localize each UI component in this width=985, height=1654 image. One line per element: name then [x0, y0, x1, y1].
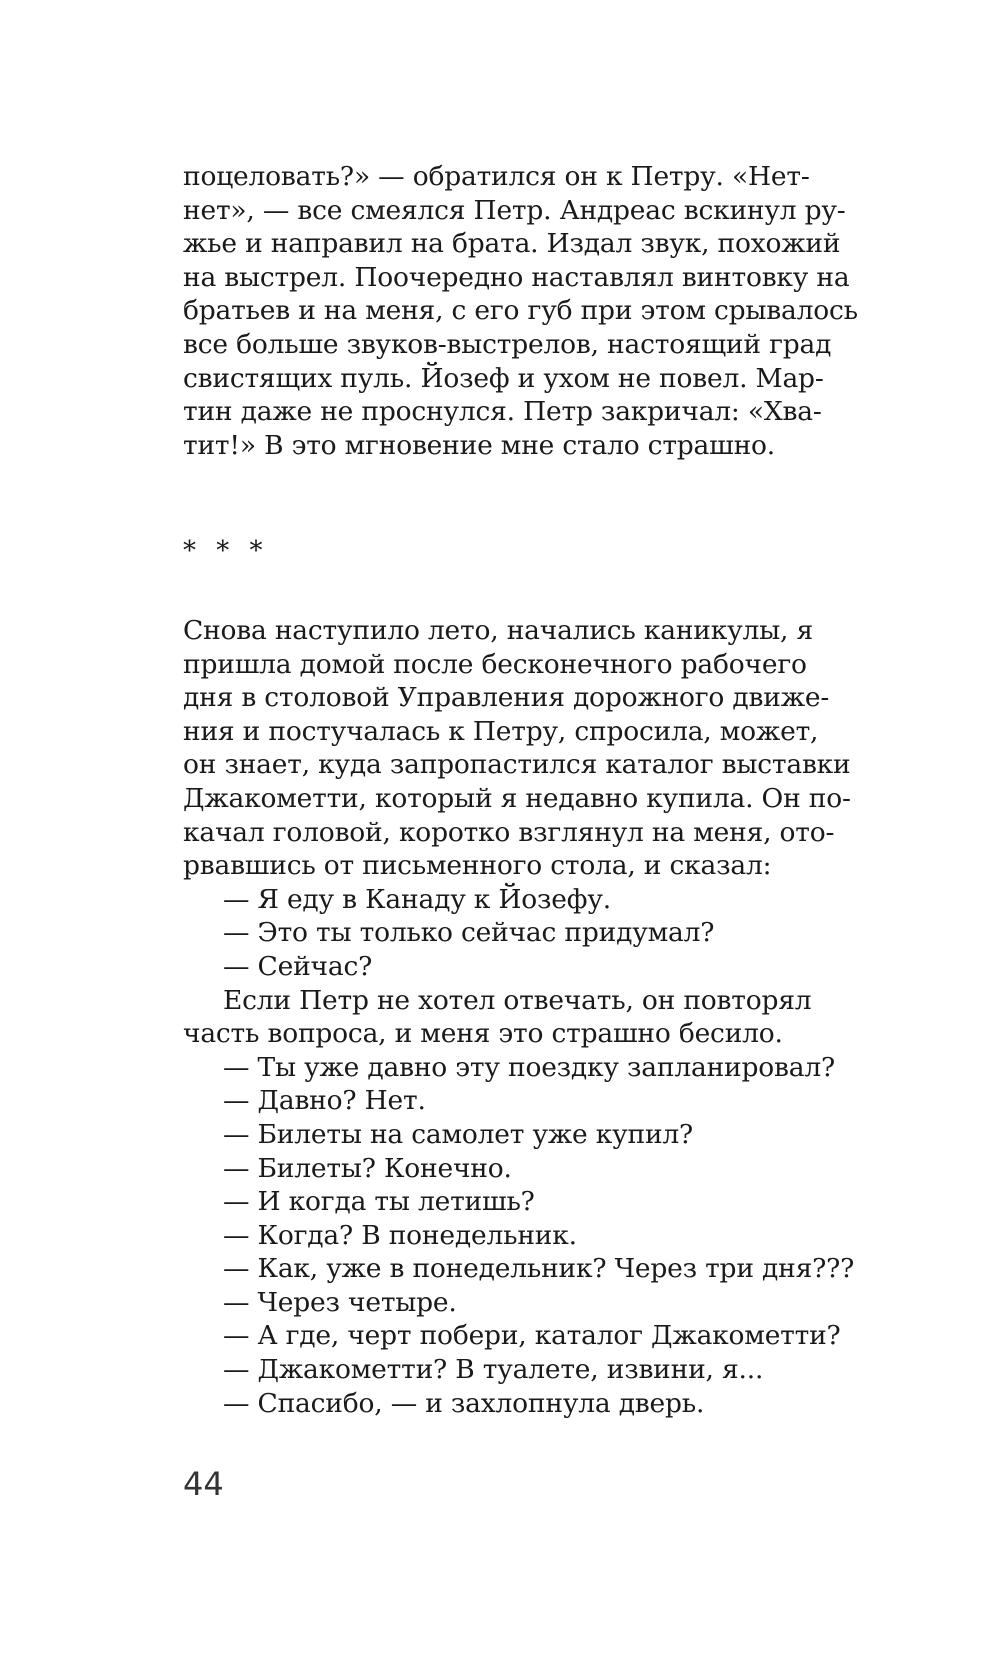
text-line: часть вопроса, и меня это страшно бесило. [183, 1018, 783, 1050]
text-line: пришла домой после бесконечного рабочего [183, 648, 807, 680]
text-line: он знает, куда запропастился каталог выставки [183, 749, 851, 781]
section-divider: * * * [183, 536, 269, 566]
dialogue-line: — Через четыре. [223, 1286, 457, 1318]
dialogue-line: — Джакометти? В туалете, извини, я... [223, 1354, 764, 1386]
text-line: Если Петр не хотел отвечать, он повторял [223, 984, 812, 1016]
dialogue-line: — Когда? В понедельник. [223, 1219, 577, 1251]
dialogue-line: — Ты уже давно эту поездку запланировал? [223, 1051, 835, 1083]
dialogue-line: — Как, уже в понедельник? Через три дня??? [223, 1253, 855, 1285]
page-number: 44 [183, 1465, 224, 1503]
paragraph-2 [183, 614, 855, 1420]
dialogue-line: — Спасибо, — и захлопнула дверь. [223, 1387, 705, 1419]
dialogue-line: — А где, черт побери, каталог Джакометти? [223, 1320, 841, 1352]
text-line: ния и постучалась к Петру, спросила, может, [183, 715, 819, 747]
dialogue-line: — Сейчас? [223, 950, 373, 982]
text-line: качал головой, коротко взглянул на меня, ото- [183, 816, 835, 848]
dialogue-line: — Я еду в Канаду к Йозефу. [223, 883, 611, 915]
text-line: все больше звуков-выстрелов, настоящий град [183, 328, 832, 360]
text-line: жье и направил на брата. Издал звук, похожий [183, 228, 841, 260]
text-line: поцеловать?» — обратился он к Петру. «Нет- [183, 161, 810, 192]
text-line: тит!» В это мгновение мне стало страшно. [183, 429, 776, 461]
dialogue-line: — Давно? Нет. [223, 1085, 426, 1117]
text-line: Снова наступило лето, начались каникулы, я [183, 615, 814, 646]
text-line: Джакометти, который я недавно купила. Он по- [183, 782, 851, 814]
dialogue-line: — И когда ты летишь? [223, 1186, 535, 1218]
text-line: братьев и на меня, с его губ при этом срывалось [183, 295, 858, 327]
text-line: тин даже не проснулся. Петр закричал: «Хва- [183, 396, 822, 428]
text-line: нет», — все смеялся Петр. Андреас вскинул ру- [183, 194, 846, 226]
text-line: свистящих пуль. Йозеф и ухом не повел. Мар- [183, 362, 824, 394]
dialogue-line: — Билеты на самолет уже купил? [223, 1118, 694, 1150]
text-line: рвавшись от письменного стола, и сказал: [183, 850, 772, 882]
paragraph-1 [183, 160, 858, 462]
dialogue-line: — Это ты только сейчас придумал? [223, 917, 715, 949]
text-line: на выстрел. Поочередно наставлял винтовку на [183, 261, 850, 293]
text-line: дня в столовой Управления дорожного движе- [183, 682, 830, 714]
dialogue-line: — Билеты? Конечно. [223, 1152, 512, 1184]
